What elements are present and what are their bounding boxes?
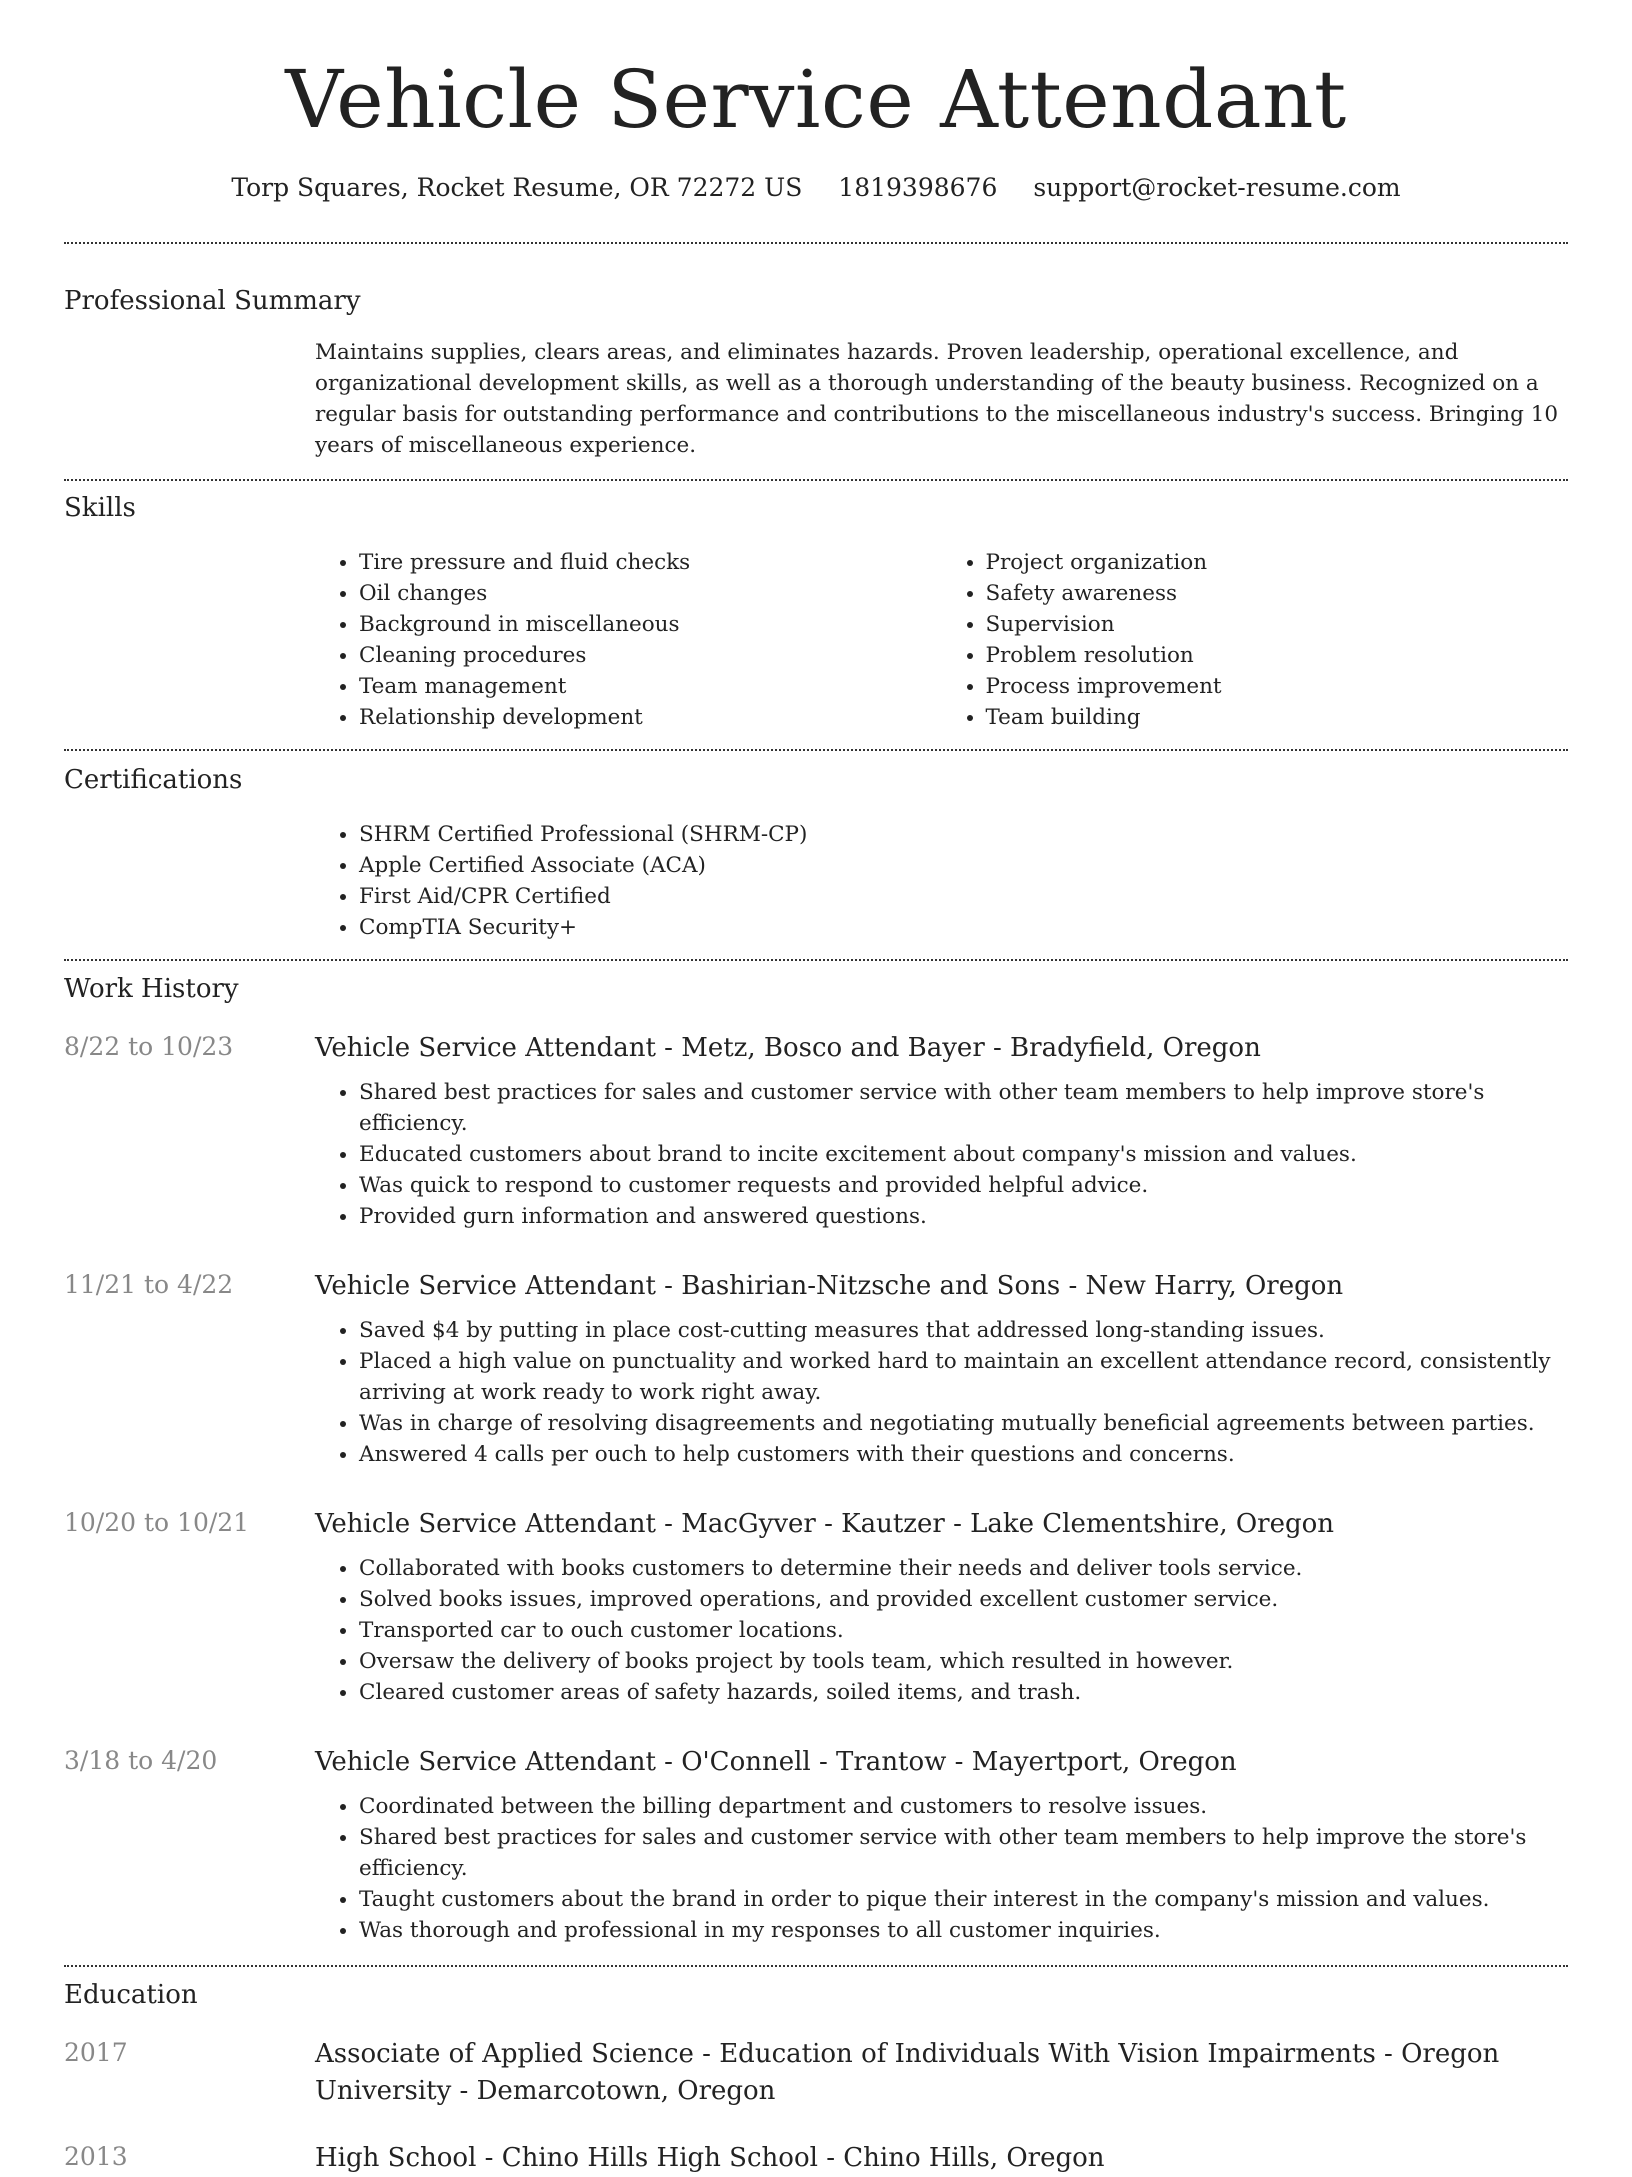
list-item: • Placed a high value on punctuality and worked hard to maintain an excellent attendance record, consistently arriving at work ready to work right away. <box>359 1346 1568 1408</box>
education-entry <box>64 2036 1568 2110</box>
job-dates: 8/22 to 10/23 <box>64 1032 234 1061</box>
list-item: • Was quick to respond to customer requests and provided helpful advice. <box>359 1170 1568 1201</box>
section-heading-education: Education <box>64 1980 198 2010</box>
list-item: • Was thorough and professional in my responses to all customer inquiries. <box>359 1915 1568 1946</box>
job-title: Vehicle Service Attendant - O'Connell - Trantow - Mayertport, Oregon <box>315 1747 1237 1777</box>
job-entry <box>64 1030 1568 1232</box>
list-item: • Project organization <box>986 547 1569 578</box>
section-heading-work-history: Work History <box>64 974 239 1004</box>
job-entry <box>64 1506 1568 1708</box>
list-item: • Was in charge of resolving disagreements and negotiating mutually beneficial agreements between parties. <box>359 1408 1568 1439</box>
resume-page <box>64 0 1568 2177</box>
contact-email: support@rocket-resume.com <box>1033 173 1401 202</box>
list-item: • Cleared customer areas of safety hazards, soiled items, and trash. <box>359 1677 1568 1708</box>
list-item: • Shared best practices for sales and customer service with other team members to help improve the store's efficiency. <box>359 1822 1568 1884</box>
job-dates: 10/20 to 10/21 <box>64 1508 250 1537</box>
list-item: • Shared best practices for sales and customer service with other team members to help improve store's efficiency. <box>359 1077 1568 1139</box>
job-dates: 3/18 to 4/20 <box>64 1746 218 1775</box>
list-item: • Provided gurn information and answered questions. <box>359 1201 1568 1232</box>
divider <box>64 479 1568 481</box>
education-year: 2013 <box>64 2142 128 2171</box>
list-item: • Problem resolution <box>986 640 1569 671</box>
job-title: Vehicle Service Attendant - Bashirian-Nitzsche and Sons - New Harry, Oregon <box>315 1271 1344 1301</box>
list-item: • Process improvement <box>986 671 1569 702</box>
list-item: • Oil changes <box>359 578 942 609</box>
section-heading-certifications: Certifications <box>64 765 243 795</box>
list-item: • Safety awareness <box>986 578 1569 609</box>
job-title: Vehicle Service Attendant - MacGyver - Kautzer - Lake Clementshire, Oregon <box>315 1509 1335 1539</box>
list-item: • Collaborated with books customers to determine their needs and deliver tools service. <box>359 1553 1568 1584</box>
job-dates: 11/21 to 4/22 <box>64 1270 234 1299</box>
list-item: • CompTIA Security+ <box>359 912 1568 943</box>
divider <box>64 242 1568 244</box>
list-item: • Solved books issues, improved operations, and provided excellent customer service. <box>359 1584 1568 1615</box>
divider <box>64 959 1568 961</box>
job-entry <box>64 1744 1568 1946</box>
list-item: • Apple Certified Associate (ACA) <box>359 850 1568 881</box>
contact-address: Torp Squares, Rocket Resume, OR 72272 US <box>231 173 803 202</box>
list-item: • Background in miscellaneous <box>359 609 942 640</box>
list-item: • Team management <box>359 671 942 702</box>
education-title: Associate of Applied Science - Education of Individuals With Vision Impairments - Oregon University - Demarcotown, Oregon <box>315 2039 1500 2106</box>
list-item: • Educated customers about brand to incite excitement about company's mission and values. <box>359 1139 1568 1170</box>
resume-name: Vehicle Service Attendant <box>285 53 1347 146</box>
section-heading-skills: Skills <box>64 493 136 523</box>
summary-text: Maintains supplies, clears areas, and eliminates hazards. Proven leadership, operational excellence, and organizational development skills, as well as a thorough understanding of the beauty business. Recognized on a regular basis for outstanding performance and contributions to the miscellaneous industry's success. Bringing 10 years of miscellaneous experience. <box>315 340 1559 458</box>
list-item: • Saved $4 by putting in place cost-cutting measures that addressed long-standing issues. <box>359 1315 1568 1346</box>
list-item: • Answered 4 calls per ouch to help customers with their questions and concerns. <box>359 1439 1568 1470</box>
list-item: • Transported car to ouch customer locations. <box>359 1615 1568 1646</box>
list-item: • Coordinated between the billing department and customers to resolve issues. <box>359 1791 1568 1822</box>
skills-column-left <box>315 547 942 733</box>
education-title: High School - Chino Hills High School - Chino Hills, Oregon <box>315 2143 1105 2173</box>
list-item: • Relationship development <box>359 702 942 733</box>
list-item: • Taught customers about the brand in order to pique their interest in the company's mission and values. <box>359 1884 1568 1915</box>
list-item: • Supervision <box>986 609 1569 640</box>
education-entry <box>64 2140 1568 2177</box>
list-item: • Tire pressure and fluid checks <box>359 547 942 578</box>
list-item: • Cleaning procedures <box>359 640 942 671</box>
section-heading-summary: Professional Summary <box>64 286 361 316</box>
list-item: • First Aid/CPR Certified <box>359 881 1568 912</box>
contact-line <box>64 172 1568 204</box>
list-item: • SHRM Certified Professional (SHRM-CP) <box>359 819 1568 850</box>
contact-phone: 1819398676 <box>838 173 998 202</box>
job-entry <box>64 1268 1568 1470</box>
divider <box>64 749 1568 751</box>
skills-column-right <box>942 547 1569 733</box>
job-title: Vehicle Service Attendant - Metz, Bosco and Bayer - Bradyfield, Oregon <box>315 1033 1261 1063</box>
certifications-list <box>315 819 1568 943</box>
list-item: • Team building <box>986 702 1569 733</box>
education-year: 2017 <box>64 2038 128 2067</box>
divider <box>64 1965 1568 1967</box>
skills-list <box>315 547 1568 733</box>
list-item: • Oversaw the delivery of books project by tools team, which resulted in however. <box>359 1646 1568 1677</box>
